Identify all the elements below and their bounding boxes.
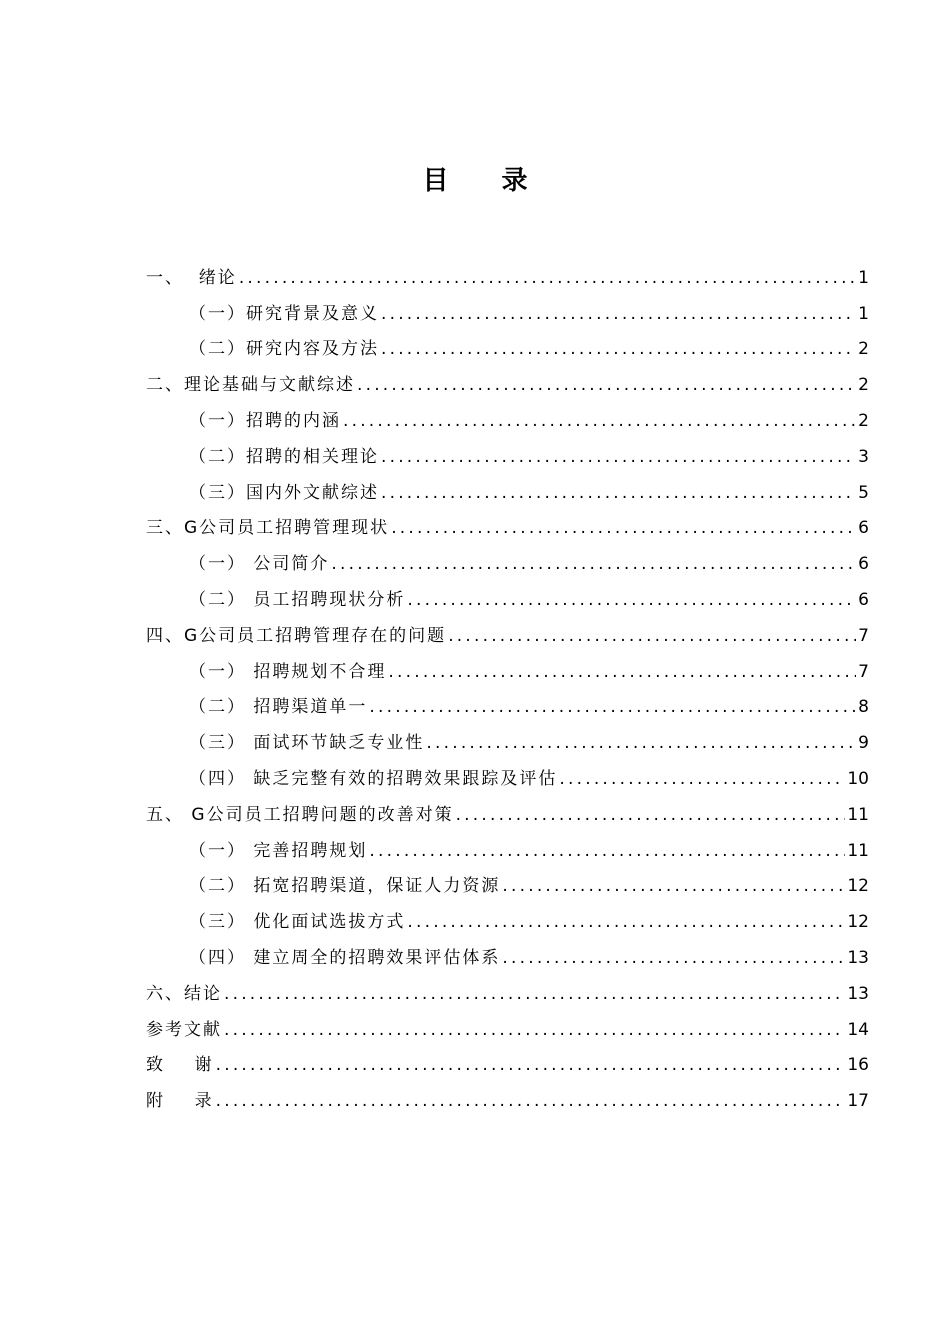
table-of-contents [146,252,869,1111]
toc-page-number: 11 [847,804,869,825]
toc-entry-label: （二）招聘的相关理论 [189,446,379,467]
toc-page-number: 2 [858,375,869,396]
toc-entry-label: 致 谢 [146,1055,214,1076]
toc-entry[interactable] [146,395,869,431]
toc-page-number: 7 [858,661,869,682]
toc-page-number: 2 [858,339,869,360]
toc-dot-leader [224,984,845,1004]
toc-entry-label: （二） 员工招聘现状分析 [189,589,406,610]
toc-page-number: 12 [847,912,869,933]
toc-entry[interactable] [146,682,869,718]
toc-dot-leader [224,1020,845,1040]
toc-dot-leader [502,948,845,968]
toc-entry-label: （三）国内外文献综述 [189,482,379,503]
toc-page-number: 13 [847,947,869,968]
toc-entry[interactable] [146,861,869,897]
toc-page-number: 1 [858,303,869,324]
toc-dot-leader [369,841,845,861]
toc-dot-leader [343,411,856,431]
toc-entry-label: （四） 建立周全的招聘效果评估体系 [189,947,501,968]
toc-entry[interactable] [146,574,869,610]
toc-dot-leader [381,447,856,467]
toc-entry[interactable] [146,1004,869,1040]
toc-entry[interactable] [146,1075,869,1111]
toc-entry-label: 二、理论基础与文献综述 [146,375,355,396]
toc-dot-leader [391,518,856,538]
toc-page-number: 6 [858,554,869,575]
toc-page-number: 6 [858,518,869,539]
toc-entry[interactable] [146,753,869,789]
toc-dot-leader [559,769,845,789]
toc-page-number: 5 [858,482,869,503]
toc-entry[interactable] [146,1040,869,1076]
toc-entry-label: 一、 绪论 [146,267,237,288]
toc-entry[interactable] [146,252,869,288]
toc-entry[interactable] [146,467,869,503]
toc-entry[interactable] [146,646,869,682]
toc-entry[interactable] [146,896,869,932]
toc-dot-leader [369,697,856,717]
toc-dot-leader [407,590,856,610]
toc-dot-leader [216,1055,846,1075]
toc-entry-label: 参考文献 [146,1019,222,1040]
toc-page-number: 6 [858,589,869,610]
toc-entry[interactable] [146,503,869,539]
toc-page-number: 12 [847,876,869,897]
toc-page-number: 13 [847,983,869,1004]
toc-dot-leader [381,304,856,324]
toc-dot-leader [239,268,856,288]
toc-page-number: 3 [858,446,869,467]
toc-entry[interactable] [146,288,869,324]
toc-entry[interactable] [146,825,869,861]
toc-dot-leader [448,626,856,646]
toc-entry-label: 四、G公司员工招聘管理存在的问题 [146,625,447,646]
toc-page-number: 10 [847,768,869,789]
toc-dot-leader [407,912,845,932]
page-title: 目 录 [422,166,550,196]
toc-dot-leader [381,483,856,503]
toc-entry[interactable] [146,538,869,574]
toc-entry-label: （二）研究内容及方法 [189,339,379,360]
toc-entry-label: （三） 面试环节缺乏专业性 [189,733,425,754]
toc-page-number: 2 [858,410,869,431]
toc-page-number: 16 [847,1055,869,1076]
toc-dot-leader [456,805,846,825]
toc-entry-label: 五、 G公司员工招聘问题的改善对策 [146,804,454,825]
toc-page-number: 7 [858,625,869,646]
toc-entry-label: （一） 公司简介 [189,554,330,575]
toc-entry-label: （一） 招聘规划不合理 [189,661,387,682]
toc-page-number: 8 [858,697,869,718]
toc-page-number: 9 [858,733,869,754]
toc-entry-label: （四） 缺乏完整有效的招聘效果跟踪及评估 [189,768,558,789]
toc-entry-label: （二） 招聘渠道单一 [189,697,368,718]
toc-page-number: 1 [858,267,869,288]
toc-entry-label: （一）研究背景及意义 [189,303,379,324]
toc-page-number: 17 [847,1091,869,1112]
toc-page-number: 14 [847,1019,869,1040]
toc-dot-leader [381,339,856,359]
toc-entry[interactable] [146,610,869,646]
toc-dot-leader [216,1091,846,1111]
toc-entry-label: （一）招聘的内涵 [189,410,341,431]
toc-entry[interactable] [146,717,869,753]
toc-dot-leader [388,662,856,682]
toc-dot-leader [357,375,856,395]
toc-entry[interactable] [146,789,869,825]
toc-entry[interactable] [146,968,869,1004]
toc-entry-label: （三） 优化面试选拔方式 [189,912,406,933]
toc-entry-label: 三、G公司员工招聘管理现状 [146,518,390,539]
toc-entry[interactable] [146,932,869,968]
toc-dot-leader [502,876,845,896]
toc-entry-label: 附 录 [146,1091,214,1112]
toc-page-number: 11 [847,840,869,861]
toc-entry-label: （二） 拓宽招聘渠道，保证人力资源 [189,876,501,897]
toc-entry[interactable] [146,359,869,395]
toc-dot-leader [331,554,856,574]
toc-entry-label: （一） 完善招聘规划 [189,840,368,861]
toc-dot-leader [426,733,856,753]
toc-entry[interactable] [146,324,869,360]
toc-entry[interactable] [146,431,869,467]
toc-entry-label: 六、结论 [146,983,222,1004]
